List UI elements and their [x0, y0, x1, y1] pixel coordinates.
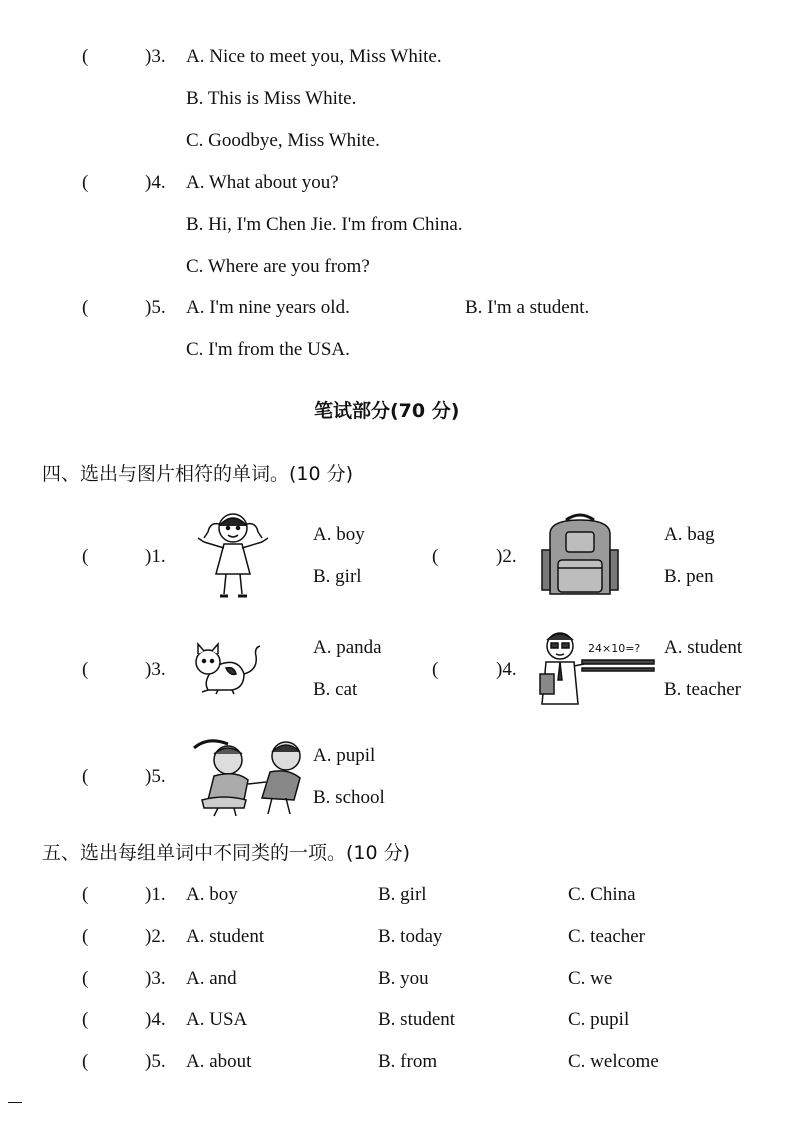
- option-b: B. girl: [378, 884, 427, 905]
- backpack-picture-icon: [536, 510, 624, 602]
- option-b: B. pen: [664, 566, 714, 587]
- option-a: A. about: [186, 1051, 252, 1072]
- cat-picture-icon: [182, 640, 266, 696]
- answer-blank[interactable]: (: [82, 172, 89, 193]
- option-c: C. we: [568, 968, 613, 989]
- option-b: B. cat: [313, 679, 358, 700]
- option-b: B. I'm a student.: [465, 297, 590, 318]
- question-number: )5.: [145, 1051, 166, 1072]
- option-c: C. China: [568, 884, 636, 905]
- answer-blank[interactable]: (: [82, 46, 89, 67]
- section-4-title: 四、选出与图片相符的单词。(10 分): [42, 463, 354, 485]
- answer-blank[interactable]: (: [82, 297, 89, 318]
- question-number: )2.: [145, 926, 166, 947]
- question-number: )4.: [496, 659, 517, 680]
- answer-blank[interactable]: (: [82, 968, 89, 989]
- answer-blank[interactable]: (: [432, 546, 439, 567]
- page-edge-mark: [8, 1102, 22, 1103]
- option-c: C. teacher: [568, 926, 646, 947]
- option-b: B. teacher: [664, 679, 742, 700]
- option-b: B. This is Miss White.: [186, 88, 357, 109]
- teacher-picture-icon: [536, 626, 656, 710]
- option-b: B. today: [378, 926, 443, 947]
- question-number: )5.: [145, 766, 166, 787]
- option-a: A. student: [664, 637, 743, 658]
- option-b: B. Hi, I'm Chen Jie. I'm from China.: [186, 214, 463, 235]
- question-number: )4.: [145, 1009, 166, 1030]
- question-number: )3.: [145, 659, 166, 680]
- option-b: B. girl: [313, 566, 362, 587]
- question-number: )5.: [145, 297, 166, 318]
- option-a: A. USA: [186, 1009, 248, 1030]
- board-equation: 24×10=?: [588, 642, 641, 655]
- question-number: )4.: [145, 172, 166, 193]
- answer-blank[interactable]: (: [82, 766, 89, 787]
- option-a: A. student: [186, 926, 265, 947]
- answer-blank[interactable]: (: [82, 926, 89, 947]
- option-a: A. Nice to meet you, Miss White.: [186, 46, 442, 67]
- option-b: B. school: [313, 787, 385, 808]
- option-c: C. Where are you from?: [186, 256, 370, 277]
- option-b: B. student: [378, 1009, 456, 1030]
- girl-picture-icon: [190, 508, 276, 604]
- option-a: A. boy: [186, 884, 238, 905]
- written-part-title: 笔试部分(70 分): [314, 400, 460, 422]
- option-c: C. welcome: [568, 1051, 659, 1072]
- question-number: )1.: [145, 884, 166, 905]
- question-number: )1.: [145, 546, 166, 567]
- question-number: )3.: [145, 968, 166, 989]
- question-number: )3.: [145, 46, 166, 67]
- option-c: C. pupil: [568, 1009, 630, 1030]
- option-a: A. What about you?: [186, 172, 339, 193]
- option-a: A. panda: [313, 637, 382, 658]
- section-5-title: 五、选出每组单词中不同类的一项。(10 分): [42, 842, 411, 864]
- option-a: A. pupil: [313, 745, 376, 766]
- option-c: C. Goodbye, Miss White.: [186, 130, 380, 151]
- answer-blank[interactable]: (: [82, 546, 89, 567]
- question-number: )2.: [496, 546, 517, 567]
- answer-blank[interactable]: (: [82, 884, 89, 905]
- pupils-picture-icon: [188, 734, 312, 818]
- option-a: A. boy: [313, 524, 365, 545]
- answer-blank[interactable]: (: [432, 659, 439, 680]
- option-b: B. from: [378, 1051, 438, 1072]
- option-c: C. I'm from the USA.: [186, 339, 350, 360]
- option-b: B. you: [378, 968, 429, 989]
- option-a: A. and: [186, 968, 237, 989]
- option-a: A. I'm nine years old.: [186, 297, 350, 318]
- answer-blank[interactable]: (: [82, 1051, 89, 1072]
- answer-blank[interactable]: (: [82, 659, 89, 680]
- teacher-picture: [536, 626, 656, 710]
- option-a: A. bag: [664, 524, 715, 545]
- answer-blank[interactable]: (: [82, 1009, 89, 1030]
